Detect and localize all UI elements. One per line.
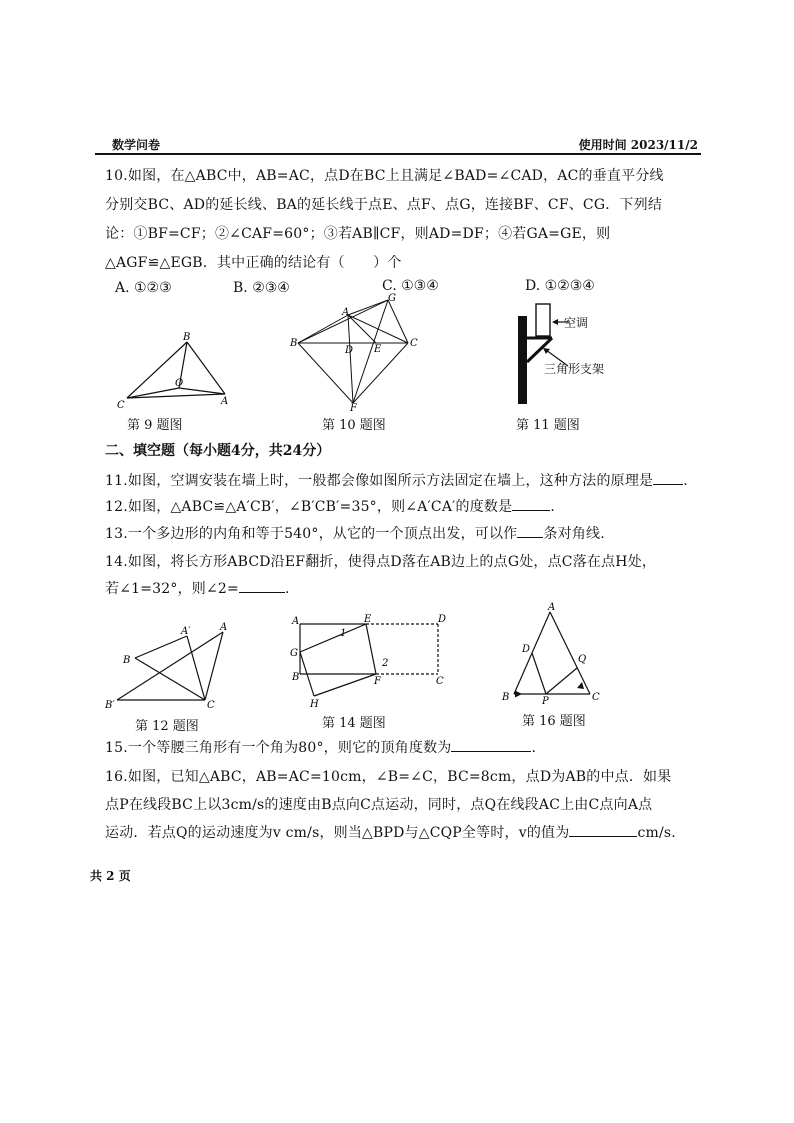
q11: [105, 470, 705, 490]
fig9-label-b: B: [183, 332, 191, 343]
fig10-line-gc: [388, 300, 408, 343]
section-2-title: 二、填空题（每小题4分，共24分）: [105, 443, 331, 459]
q12-end: .: [550, 499, 555, 515]
fig14-label-2: 2: [382, 658, 389, 669]
q14-answer-blank[interactable]: [239, 580, 285, 593]
fig16-arrow-q: [577, 682, 584, 689]
header-title: 数学问卷: [112, 138, 161, 152]
q15: [105, 737, 705, 757]
q16-line3: [105, 822, 705, 842]
fig10-label-c: C: [410, 338, 418, 349]
figure-10: [290, 293, 425, 414]
fig12-label-a2: A′: [181, 626, 191, 637]
q11-text: 11.如图，空调安装在墙上时，一般都会像如图所示方法固定在墙上，这种方法的原理是: [105, 473, 654, 489]
q16-text: 运动．若点Q的运动速度为v cm/s，则当△BPD与△CQP全等时，v的值为: [105, 825, 570, 841]
fig12-line-ba2: [135, 636, 187, 658]
fig10-label-e: E: [374, 344, 382, 355]
fig14-label-h: H: [310, 699, 319, 710]
q11-end: .: [683, 473, 688, 489]
fig9-line-bc: [127, 342, 187, 398]
q14-line1: 14.如图，将长方形ABCD沿EF翻折，使得点D落在AB边上的点G处，点C落在点H处，: [105, 554, 657, 570]
fig16-label-b: B: [502, 692, 510, 703]
fig12-label-b2: B′: [105, 700, 115, 711]
fig16-label-q: Q: [578, 654, 587, 665]
q16-line1: 16.如图，已知△ABC，AB=AC=10cm，∠B=∠C，BC=8cm，点D为AB的中点．如果: [105, 769, 672, 785]
q13-end: 条对角线.: [543, 526, 605, 542]
q12: [105, 496, 705, 516]
fig16-label-p: P: [542, 696, 549, 707]
header-date: 使用时间 2023/11/2: [578, 138, 698, 152]
figure-14: [288, 612, 458, 712]
fig12-label-c: C: [207, 700, 215, 711]
fig11-label-aircon: 空调: [564, 316, 589, 330]
fig11-arrowhead-ac: [552, 319, 558, 325]
fig9-line-oa: [179, 388, 225, 394]
fig10-label-g: G: [388, 293, 396, 304]
fig11-label-bracket: 三角形支架: [544, 362, 605, 376]
fig11-arrowhead-bracket: [543, 348, 550, 354]
fig10-line-ae: [348, 315, 376, 343]
fig9-label-o: O: [175, 378, 184, 389]
fig14-label-1: 1: [340, 628, 347, 639]
fig14-line-ge: [300, 624, 366, 652]
header-rule: [95, 153, 701, 155]
fig14-label-c: C: [436, 676, 444, 687]
q10-option-d: D. ①②③④: [525, 278, 595, 294]
q15-text: 15.一个等腰三角形有一个角为80°，则它的顶角度数为: [105, 740, 452, 756]
fig10-label-b: B: [290, 338, 298, 349]
caption-fig11: 第 11 题图: [516, 418, 580, 433]
q13: [105, 523, 705, 543]
fig16-line-pq: [546, 668, 577, 694]
q10-line3: 论：①BF=CF；②∠CAF=60°；③若AB∥CF，则AD=DF；④若GA=GE，则: [105, 226, 611, 242]
q10-line2: 分别交BC、AD的延长线、BA的延长线于点E、点F、点G，连接BF、CF、CG．下列结: [105, 197, 663, 213]
caption-fig16: 第 16 题图: [522, 714, 586, 729]
q16-end: cm/s.: [637, 825, 676, 841]
fig10-line-ba: [298, 315, 348, 343]
fig10-label-d: D: [345, 345, 354, 356]
caption-fig9: 第 9 题图: [127, 418, 183, 433]
fig9-label-a: A: [221, 396, 229, 407]
fig10-line-af: [348, 315, 353, 403]
figure-9: [115, 330, 245, 410]
caption-fig10: 第 10 题图: [322, 418, 386, 433]
page-header: [90, 134, 700, 154]
figure-12: [105, 618, 235, 716]
fig14-label-g: G: [290, 648, 298, 659]
q15-answer-blank[interactable]: [451, 739, 531, 752]
fig16-line-ac: [550, 612, 590, 694]
fig10-label-a: A: [342, 307, 350, 318]
q11-answer-blank[interactable]: [653, 472, 683, 485]
fig16-label-d: D: [522, 644, 531, 655]
fig14-line-hf: [314, 674, 376, 696]
q10-option-a: A. ①②③: [115, 280, 172, 296]
fig9-label-c: C: [117, 400, 125, 411]
fig14-label-b: B: [292, 672, 300, 683]
fig14-label-f: F: [374, 676, 381, 687]
q10-line4: △AGF≌△EGB．其中正确的结论有（ ）个: [105, 255, 402, 271]
q16-answer-blank[interactable]: [569, 824, 637, 837]
q16-line2: 点P在线段BC上以3cm/s的速度由B点向C点运动，同时，点Q在线段AC上由C点向A点: [105, 797, 653, 813]
fig10-label-f: F: [350, 403, 357, 414]
q14-end: .: [284, 581, 290, 597]
fig11-wall: [518, 316, 527, 404]
caption-fig12: 第 12 题图: [135, 719, 199, 734]
q13-answer-blank[interactable]: [517, 525, 543, 538]
fig14-label-e: E: [364, 614, 372, 625]
fig14-line-ef: [366, 624, 376, 674]
fig10-line-ag: [348, 300, 388, 315]
fig16-line-dp: [532, 653, 546, 694]
q12-text: 12.如图，△ABC≌△A′CB′，∠B′CB′=35°，则∠A′CA′的度数是: [105, 499, 513, 515]
fig10-line-gf: [353, 300, 388, 403]
fig16-label-c: C: [592, 692, 600, 703]
q10-option-b: B. ②③④: [233, 280, 290, 296]
q13-text: 13.一个多边形的内角和等于540°，从它的一个顶点出发，可以作: [105, 526, 518, 542]
fig16-label-a: A: [548, 602, 556, 613]
q14-line2: [105, 578, 705, 598]
q10-option-c: C. ①③④: [382, 278, 439, 294]
caption-fig14: 第 14 题图: [322, 716, 386, 731]
fig14-label-a: A: [292, 616, 300, 627]
q10-line1: 10.如图，在△ABC中，AB=AC，点D在BC上且满足∠BAD=∠CAD，AC的垂直平分线: [105, 168, 664, 184]
fig9-line-ba: [187, 342, 225, 394]
q14-text: 若∠1=32°，则∠2=: [105, 581, 239, 597]
page-footer: 共 2 页: [90, 869, 131, 883]
fig16-arrow-p: [515, 691, 522, 698]
fig12-label-a: A: [220, 622, 228, 633]
figure-16: [500, 600, 610, 705]
q12-answer-blank[interactable]: [512, 498, 550, 511]
fig11-aircon: [536, 304, 550, 336]
q15-end: .: [531, 740, 537, 756]
fig12-label-b: B: [123, 655, 131, 666]
fig14-label-d: D: [438, 614, 447, 625]
